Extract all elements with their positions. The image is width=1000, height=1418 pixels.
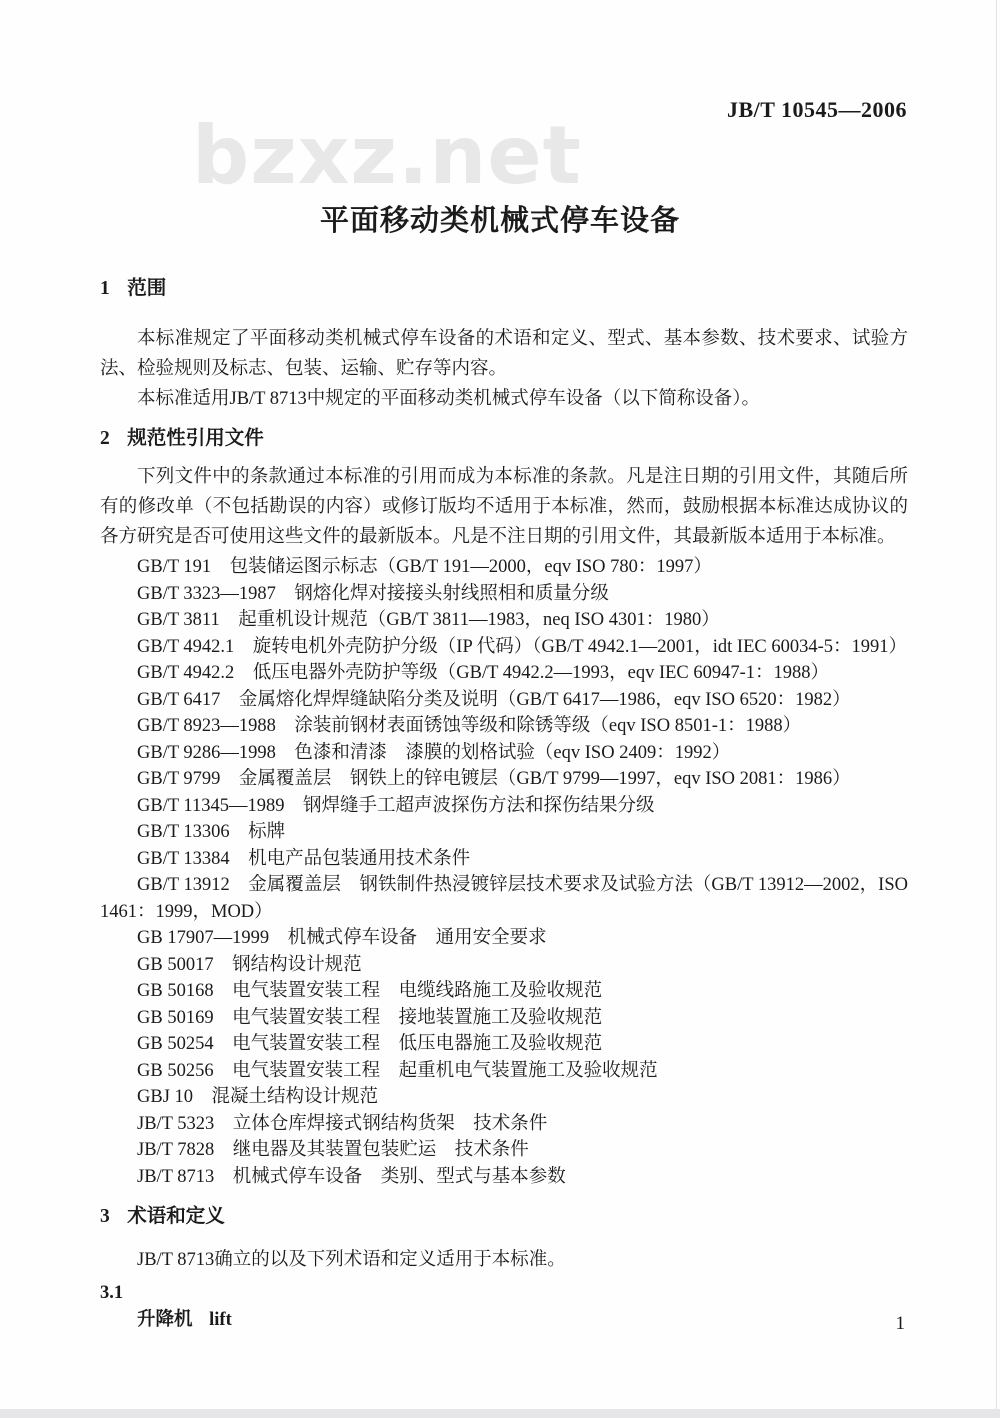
reference-item: GB 50168 电气装置安装工程 电缆线路施工及验收规范 bbox=[137, 981, 603, 1001]
reference-item: GB/T 3323—1987 钢熔化焊对接接头射线照相和质量分级 bbox=[137, 583, 609, 604]
section-1-number: 1 bbox=[100, 278, 110, 299]
reference-item: GB 50254 电气装置安装工程 低压电器施工及验收规范 bbox=[137, 1034, 603, 1054]
reference-item: GB/T 13306 标牌 bbox=[137, 822, 286, 842]
section-2-title: 规范性引用文件 bbox=[127, 428, 264, 449]
section-1-title: 范围 bbox=[127, 278, 167, 299]
reference-item: GB/T 13384 机电产品包装通用技术条件 bbox=[137, 848, 471, 869]
reference-item: GBJ 10 混凝土结构设计规范 bbox=[137, 1087, 379, 1107]
reference-item: GB 50256 电气装置安装工程 起重机电气装置施工及验收规范 bbox=[137, 1060, 658, 1081]
section-3-number: 3 bbox=[100, 1206, 110, 1227]
reference-item: GB/T 8923—1988 涂装前钢材表面锈蚀等级和除锈等级（eqv ISO 8501-1：1988） bbox=[137, 716, 802, 736]
reference-item: JB/T 7828 继电器及其装置包装贮运 技术条件 bbox=[137, 1140, 529, 1160]
section-2-heading bbox=[100, 426, 908, 452]
section-2-number: 2 bbox=[100, 428, 110, 449]
section-3-heading bbox=[100, 1204, 908, 1230]
term-zh: 升降机 bbox=[137, 1310, 193, 1330]
clause-3-1-number: 3.1 bbox=[100, 1283, 124, 1303]
section-1-paragraph-1: 本标准规定了平面移动类机械式停车设备的术语和定义、型式、基本参数、技术要求、试验方法、检验规则及标志、包装、运输、贮存等内容。 bbox=[100, 329, 908, 379]
reference-item: GB/T 11345—1989 钢焊缝手工超声波探伤方法和探伤结果分级 bbox=[137, 795, 655, 816]
reference-item: GB/T 13912 金属覆盖层 钢铁制件热浸镀锌层技术要求及试验方法（GB/T 13912—2002，ISO 1461：1999，MOD） bbox=[100, 875, 908, 922]
reference-item: GB/T 3811 起重机设计规范（GB/T 3811—1983，neq ISO 4301：1980） bbox=[137, 610, 720, 630]
reference-item: JB/T 8713 机械式停车设备 类别、型式与基本参数 bbox=[137, 1166, 566, 1187]
section-1-heading bbox=[100, 276, 908, 302]
section-3-title: 术语和定义 bbox=[127, 1206, 225, 1227]
reference-item: GB 17907—1999 机械式停车设备 通用安全要求 bbox=[137, 928, 547, 948]
term-definition-line bbox=[100, 1306, 908, 1334]
reference-item: GB/T 9799 金属覆盖层 钢铁上的锌电镀层（GB/T 9799—1997，eqv ISO 2081：1986） bbox=[137, 769, 851, 789]
reference-item: GB/T 191 包装储运图示标志（GB/T 191—2000，eqv ISO 780：1997） bbox=[137, 557, 712, 577]
standard-code: JB/T 10545—2006 bbox=[726, 97, 907, 122]
reference-item: GB/T 4942.2 低压电器外壳防护等级（GB/T 4942.2—1993，eqv IEC 60947-1：1988） bbox=[137, 663, 830, 683]
reference-item: GB/T 6417 金属熔化焊焊缝缺陷分类及说明（GB/T 6417—1986，eqv ISO 6520：1982） bbox=[137, 689, 851, 710]
section-2-intro: 下列文件中的条款通过本标准的引用而成为本标准的条款。凡是注日期的引用文件，其随后所有的修改单（不包括勘误的内容）或修订版均不适用于本标准，然而，鼓励根据本标准达成协议的各方研究是否可使用这些文件的最新版本。凡是不注日期的引用文件，其最新版本适用于本标准。 bbox=[100, 467, 908, 547]
reference-item: JB/T 5323 立体仓库焊接式钢结构货架 技术条件 bbox=[137, 1113, 548, 1134]
reference-item: GB 50169 电气装置安装工程 接地装置施工及验收规范 bbox=[137, 1007, 603, 1028]
scan-edge-bottom bbox=[0, 1409, 1000, 1418]
document-title: 平面移动类机械式停车设备 bbox=[319, 205, 680, 237]
term-en: lift bbox=[209, 1310, 232, 1330]
section-3-intro: JB/T 8713确立的以及下列术语和定义适用于本标准。 bbox=[137, 1250, 566, 1270]
normative-references-list bbox=[100, 554, 908, 1190]
reference-item: GB/T 9286—1998 色漆和清漆 漆膜的划格试验（eqv ISO 2409：1992） bbox=[137, 742, 731, 763]
page-number: 1 bbox=[895, 1313, 905, 1334]
watermark-text: bzxz.net bbox=[192, 109, 582, 202]
document-body bbox=[100, 276, 908, 1334]
section-1-paragraph-2: 本标准适用JB/T 8713中规定的平面移动类机械式停车设备（以下简称设备）。 bbox=[137, 389, 761, 409]
reference-item: GB 50017 钢结构设计规范 bbox=[137, 954, 362, 975]
reference-item: GB/T 4942.1 旋转电机外壳防护分级（IP 代码）（GB/T 4942.1—2001，idt IEC 60034-5：1991） bbox=[137, 636, 907, 657]
